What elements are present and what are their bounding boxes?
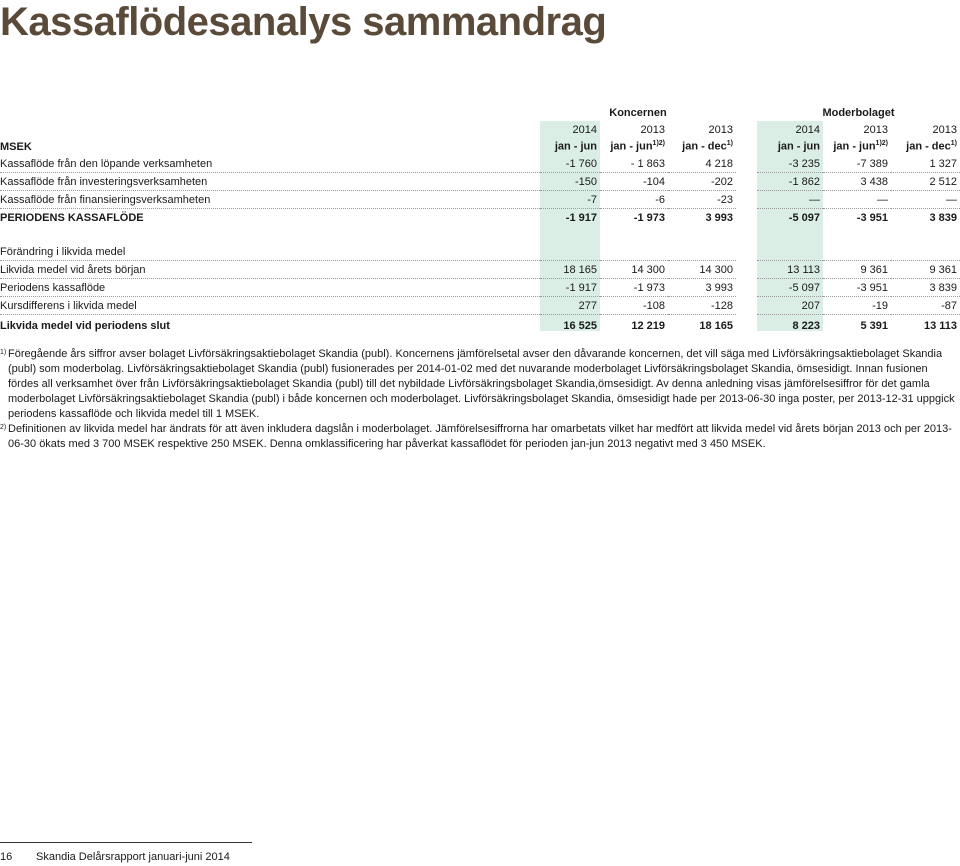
cell: 277: [540, 297, 600, 315]
period-header: jan - jun$^{1)2)}$: [833, 140, 888, 153]
cell: 16 525: [563, 319, 597, 332]
cell: -23: [668, 191, 736, 209]
cell: -108: [600, 297, 668, 315]
cell: 3 993: [668, 279, 736, 297]
year-header: 2013: [863, 123, 888, 136]
row-label: Kursdifferens i likvida medel: [0, 297, 540, 315]
cell: -1 917: [540, 279, 600, 297]
row-label: Kassaflöde från finansieringsverksamheten: [0, 191, 540, 209]
table-row: [0, 261, 960, 279]
cell: 13 113: [757, 261, 823, 279]
cell: -6: [600, 191, 668, 209]
group-moderbolaget: Moderbolaget: [822, 106, 895, 119]
footer-text: Skandia Delårsrapport januari-juni 2014: [36, 851, 230, 863]
cell: -87: [891, 297, 960, 315]
cell: 207: [757, 297, 823, 315]
cell: —: [757, 191, 823, 209]
cell: —: [823, 191, 891, 209]
cell: -1 862: [757, 173, 823, 191]
cell: 14 300: [600, 261, 668, 279]
row-label: Likvida medel vid periodens slut: [0, 319, 170, 332]
table-row: [0, 155, 960, 173]
period-header: jan - dec$^{1)}$: [906, 140, 957, 153]
cell: 8 223: [792, 319, 820, 332]
cell: 9 361: [823, 261, 891, 279]
year-header: 2013: [640, 123, 665, 136]
footnote: [0, 347, 955, 422]
cell: 4 218: [668, 155, 736, 173]
year-header: 2014: [572, 123, 597, 136]
cell: 1 327: [891, 155, 960, 173]
cell: - 1 863: [600, 155, 668, 173]
cell: 2 512: [891, 173, 960, 191]
footnote-marker: 1): [0, 349, 7, 356]
row-label: PERIODENS KASSAFLÖDE: [0, 211, 144, 224]
footnote-marker: 2): [0, 424, 7, 431]
period-header: jan - jun: [554, 140, 597, 153]
cell: -7: [540, 191, 600, 209]
cell: 3 438: [823, 173, 891, 191]
cell: -3 951: [856, 211, 888, 224]
cell: 5 391: [860, 319, 888, 332]
table-row: [0, 279, 960, 297]
table-row: [0, 297, 960, 315]
year-header: 2013: [708, 123, 733, 136]
table-row: [0, 191, 960, 209]
cashflow-table: [0, 104, 960, 336]
cell: -7 389: [823, 155, 891, 173]
cell: 3 839: [891, 279, 960, 297]
cell: -1 760: [540, 155, 600, 173]
year-header: 2014: [795, 123, 820, 136]
group-header-row: [0, 104, 960, 121]
cell: -3 235: [757, 155, 823, 173]
unit-label: MSEK: [0, 140, 32, 153]
cell: -1 973: [633, 211, 665, 224]
spacer-row: [0, 226, 960, 243]
year-header: 2013: [932, 123, 957, 136]
footnote-text: Föregående års siffror avser bolaget Livförsäkringsaktiebolaget Skandia (publ). Koncernens jämförelsetal avser den dåvarande koncernen, det vill säga med Livförsäkringsaktiebolaget Skandia (publ) som moderbolag. Livförsäkringsaktiebolaget Skandia (publ) fusionerades per 2014-01-02 med det nuvarande moderbolaget Livförsäkringsbolaget Skandia, ömsesidigt. Innan fusionen fördes all verksamhet över från Livförsäkringsaktiebolaget Skandia (publ) till det nybildade Livförsäkringsbolaget Skandia,ömsesidigt. Av denna anledning visas jämförelsesiffror för det gamla moderbolaget Livförsäkringsaktiebolaget Skandia (publ) i både koncernen och moderbolaget. Livförsäkringsbolaget Skandia, ömsesidigt hade per 2013-06-30 inga poster, per 2013-12-31 uppgick periodens kassaflöde och likvida medel till 1 MSEK.: [8, 348, 955, 420]
period-header-row: [0, 138, 960, 155]
period-header: jan - jun$^{1)2)}$: [610, 140, 665, 153]
cell: 13 113: [923, 319, 957, 332]
period-header: jan - jun: [777, 140, 820, 153]
footnote-text: Definitionen av likvida medel har ändrats för att även inkludera dagslån i moderbolaget. Jämförelsesiffrorna har omarbetats vilket har medfört att likvida medel vid årets början 2013 och per 2013-06-30 ökats med 3 700 MSEK respektive 250 MSEK. Denna omklassificering har påverkat kassaflödet för perioden jan-jun 2013 negativt med 3 450 MSEK.: [8, 423, 952, 450]
cell: -104: [600, 173, 668, 191]
cell: 14 300: [668, 261, 736, 279]
cell: -1 917: [565, 211, 597, 224]
cell: -5 097: [757, 279, 823, 297]
cell: -150: [540, 173, 600, 191]
group-koncernen: Koncernen: [609, 106, 667, 119]
cell: 18 165: [540, 261, 600, 279]
table-row-total: [0, 209, 960, 227]
cell: -3 951: [823, 279, 891, 297]
cell: -128: [668, 297, 736, 315]
cell: -5 097: [788, 211, 820, 224]
row-label: Periodens kassaflöde: [0, 279, 540, 297]
row-label: Likvida medel vid årets början: [0, 261, 540, 279]
page-title: Kassaflödesanalys sammandrag: [0, 0, 607, 44]
row-label: Kassaflöde från investeringsverksamheten: [0, 173, 540, 191]
cell: -1 973: [600, 279, 668, 297]
section-heading: Förändring i likvida medel: [0, 243, 540, 261]
footnote: [0, 422, 955, 452]
cell: -19: [823, 297, 891, 315]
table-row-total: [0, 315, 960, 337]
cell: 18 165: [699, 319, 733, 332]
page-footer: [0, 851, 230, 863]
page-number: 16: [0, 851, 13, 863]
table-row: [0, 173, 960, 191]
cell: 3 993: [705, 211, 733, 224]
footer-rule: [0, 842, 252, 843]
period-header: jan - dec$^{1)}$: [682, 140, 733, 153]
row-label: Kassaflöde från den löpande verksamheten: [0, 155, 540, 173]
section-heading-row: [0, 243, 960, 261]
footnotes: [0, 347, 955, 452]
cell: 3 839: [929, 211, 957, 224]
cell: 12 219: [631, 319, 665, 332]
cell: -202: [668, 173, 736, 191]
cell: —: [891, 191, 960, 209]
year-header-row: [0, 121, 960, 138]
cell: 9 361: [891, 261, 960, 279]
